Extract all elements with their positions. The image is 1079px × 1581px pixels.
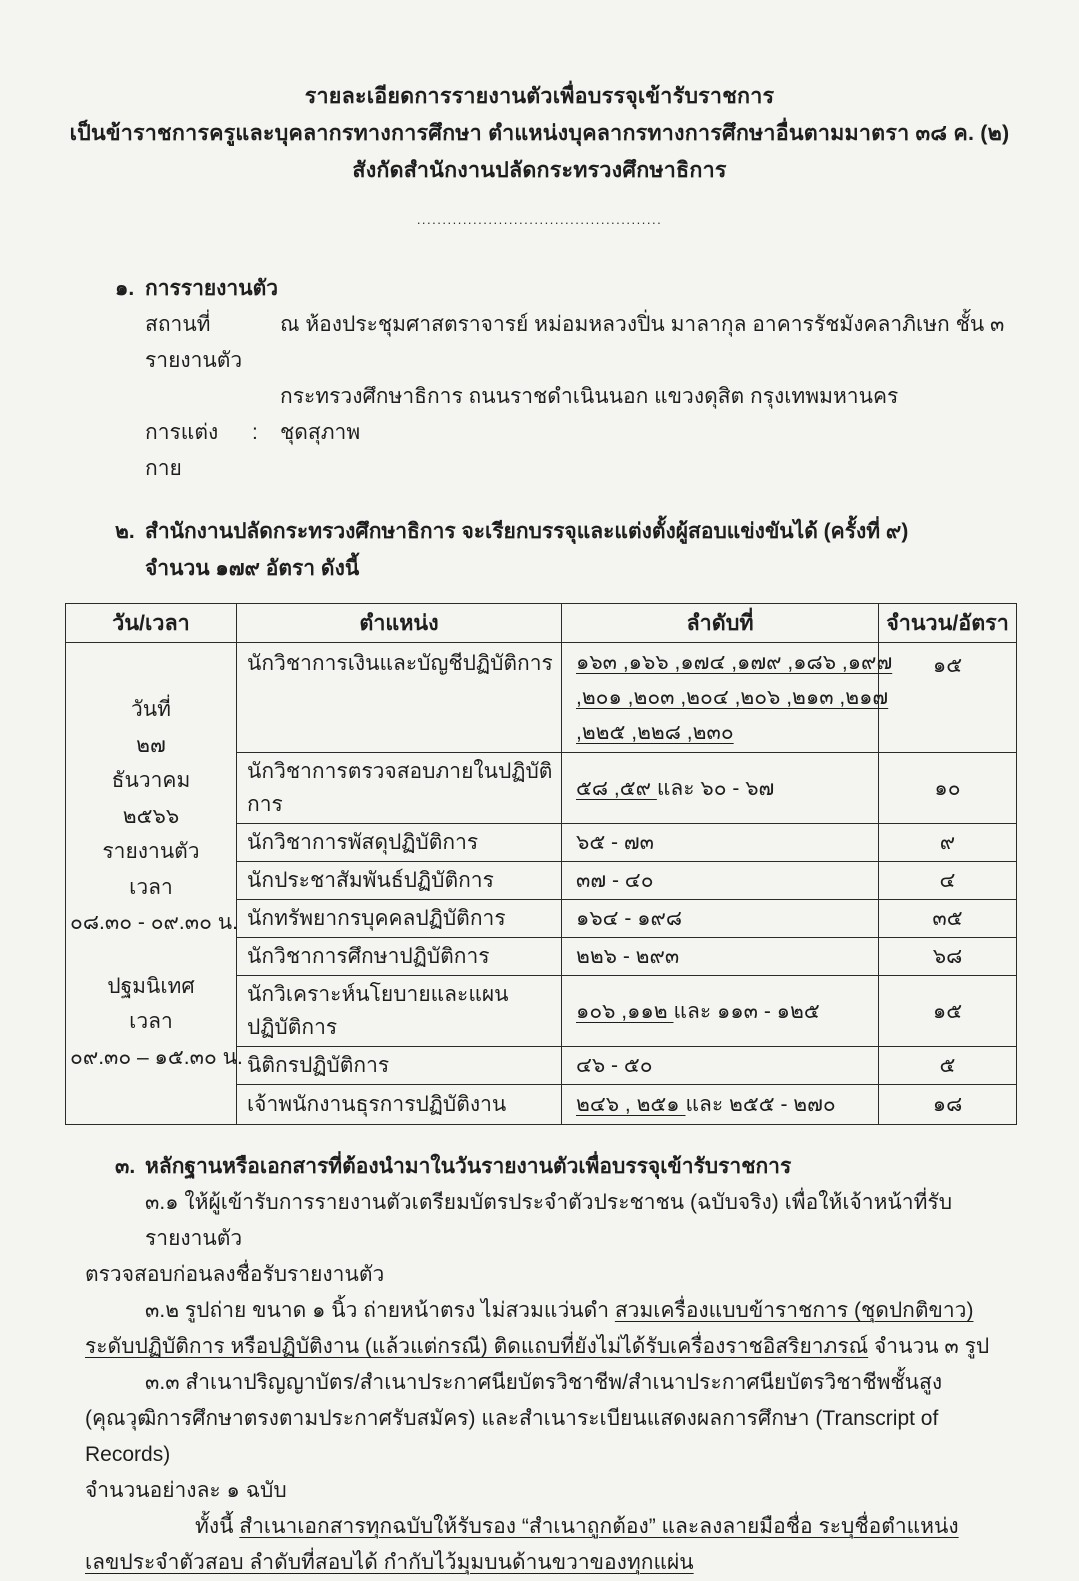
order-numbers: ๖๕ - ๗๓ — [576, 831, 655, 854]
quota-cell: ๑๕ — [879, 643, 1017, 753]
quota-cell: ๑๐ — [879, 753, 1017, 824]
header-order-number: ลำดับที่ — [562, 604, 879, 643]
order-numbers-underlined: ๕๘ ,๕๙ — [576, 776, 657, 800]
order-cell — [562, 938, 879, 976]
title-line-3: สังกัดสำนักงานปลัดกระทรวงศึกษาธิการ — [352, 158, 727, 182]
quota-cell: ๖๘ — [879, 938, 1017, 976]
para-3-2-normal: ๓.๒ รูปถ่าย ขนาด ๑ นิ้ว ถ่ายหน้าตรง ไม่สวมแว่นดำ — [145, 1299, 615, 1322]
date-line: ๒๗ — [136, 733, 166, 757]
para-3-1-line1: ๓.๑ ให้ผู้เข้ารับการรายงานตัวเตรียมบัตรประจำตัวประชาชน (ฉบับจริง) เพื่อให้เจ้าหน้าที่รับรายงานตัว — [145, 1191, 953, 1250]
order-cell — [562, 976, 879, 1047]
header-quota: จำนวน/อัตรา — [879, 604, 1017, 643]
para-3-2-underlined: สวมเครื่องแบบข้าราชการ (ชุดปกติขาว) — [614, 1299, 974, 1322]
order-cell — [562, 643, 893, 753]
note-underlined: เลขประจำตัวสอบ ลำดับที่สอบได้ กำกับไว้มุมบนด้านขวาของทุกแผ่น — [85, 1551, 694, 1574]
date-line: ๒๕๖๖ — [122, 804, 180, 828]
report-place-row — [145, 307, 1019, 379]
date-line: วันที่ — [131, 698, 171, 721]
header-position: ตำแหน่ง — [237, 604, 562, 643]
order-numbers-underlined: ๑๐๖ ,๑๑๒ — [576, 999, 674, 1023]
table-row — [66, 643, 1017, 753]
order-numbers: ๑๖๓ ,๑๖๖ ,๑๗๔ ,๑๗๙ ,๑๘๖ ,๑๙๗ — [576, 651, 893, 674]
order-cell — [562, 900, 879, 938]
date-line: เวลา — [129, 875, 173, 899]
order-numbers-underlined: ๒๔๖ , ๒๕๑ — [576, 1093, 686, 1116]
para-3-3-line3: จำนวนอย่างละ ๑ ฉบับ — [85, 1479, 287, 1502]
quota-cell: ๕ — [879, 1047, 1017, 1085]
order-numbers: ๒๒๖ - ๒๙๓ — [576, 945, 680, 968]
date-line: ปฐมนิเทศ — [107, 974, 195, 998]
order-numbers: ๓๗ - ๔๐ — [576, 869, 654, 892]
order-numbers: ,๒๐๑ ,๒๐๓ ,๒๐๔ ,๒๐๖ ,๒๑๓ ,๒๑๗ — [576, 686, 889, 709]
note-underlined: สำเนาเอกสารทุกฉบับให้รับรอง “สำเนาถูกต้อง” และลงลายมือชื่อ ระบุชื่อตำแหน่ง — [239, 1515, 959, 1538]
para-3-2-line2 — [85, 1329, 1019, 1365]
order-numbers: ๑๖๔ - ๑๙๘ — [576, 907, 683, 930]
order-cell — [562, 862, 879, 900]
date-line: ๐๙.๓๐ – ๑๕.๓๐ น. — [70, 1045, 243, 1069]
date-line: รายงานตัว — [102, 840, 200, 863]
dotted-separator: ................................................ — [416, 212, 663, 227]
position-cell: นักวิชาการศึกษาปฏิบัติการ — [237, 938, 562, 976]
note-normal: ทั้งนี้ — [195, 1515, 240, 1538]
para-3-1-line2: ตรวจสอบก่อนลงชื่อรับรายงานตัว — [85, 1263, 385, 1286]
quota-cell: ๑๘ — [879, 1085, 1017, 1125]
date-time-cell — [66, 643, 243, 1125]
dress-code-value: ชุดสุภาพ — [280, 421, 361, 444]
table-header-row — [66, 604, 1017, 643]
quota-cell: ๑๕ — [879, 976, 1017, 1047]
section-1-title: การรายงานตัว — [145, 277, 278, 300]
order-cell — [562, 1047, 879, 1085]
para-3-2-normal: จำนวน ๓ รูป — [868, 1335, 990, 1358]
report-place-label: สถานที่รายงานตัว — [145, 313, 243, 372]
header-date-time: วัน/เวลา — [66, 604, 237, 643]
title-block — [0, 78, 1079, 189]
position-cell: นักวิชาการพัสดุปฏิบัติการ — [237, 824, 562, 862]
quota-cell: ๔ — [879, 862, 1017, 900]
dress-code-colon: : — [252, 421, 258, 444]
order-cell — [562, 1085, 879, 1125]
order-numbers: ,๒๒๕ ,๒๒๘ ,๒๓๐ — [576, 721, 734, 744]
report-place-value-line2: กระทรวงศึกษาธิการ ถนนราชดำเนินนอก แขวงดุสิต กรุงเทพมหานคร — [280, 385, 899, 408]
section-3-number: ๓. — [115, 1155, 136, 1178]
para-3-2-underlined: ระดับปฏิบัติการ หรือปฏิบัติงาน (แล้วแต่กรณี) ติดแถบที่ยังไม่ได้รับเครื่องราชอิสริยาภรณ์ — [85, 1335, 869, 1358]
order-cell — [562, 753, 879, 824]
position-cell: เจ้าพนักงานธุรการปฏิบัติงาน — [237, 1085, 562, 1125]
section-2 — [115, 513, 1019, 587]
section-3-title: หลักฐานหรือเอกสารที่ต้องนำมาในวันรายงานตัวเพื่อบรรจุเข้ารับราชการ — [145, 1155, 792, 1178]
title-line-1: รายละเอียดการรายงานตัวเพื่อบรรจุเข้ารับราชการ — [304, 84, 775, 108]
order-numbers: และ ๖๐ - ๖๗ — [656, 776, 775, 800]
quota-cell: ๙ — [879, 824, 1017, 862]
dress-code-label: การแต่งกาย — [145, 421, 219, 480]
position-cell: นักประชาสัมพันธ์ปฏิบัติการ — [237, 862, 562, 900]
date-line: ๐๘.๓๐ - ๐๙.๓๐ น. — [70, 911, 238, 934]
section-3 — [85, 1149, 1019, 1581]
note-line1 — [85, 1509, 1019, 1545]
para-3-2-line1 — [85, 1293, 1019, 1329]
section-2-heading — [115, 513, 1019, 550]
date-line: เวลา — [129, 1010, 173, 1033]
position-cell: นักวิชาการเงินและบัญชีปฏิบัติการ — [237, 643, 562, 753]
position-cell: นักวิเคราะห์นโยบายและแผนปฏิบัติการ — [237, 976, 562, 1047]
section-2-title-line1: สำนักงานปลัดกระทรวงศึกษาธิการ จะเรียกบรรจุและแต่งตั้งผู้สอบแข่งขันได้ (ครั้งที่ ๙) — [145, 520, 909, 543]
date-cell-gap — [70, 941, 232, 969]
order-numbers: ๔๖ - ๕๐ — [576, 1054, 653, 1077]
position-cell: นิติกรปฏิบัติการ — [237, 1047, 562, 1085]
section-1-number: ๑. — [115, 277, 135, 300]
para-3-3-line1: ๓.๓ สำเนาปริญญาบัตร/สำเนาประกาศนียบัตรวิชาชีพ/สำเนาประกาศนียบัตรวิชาชีพชั้นสูง — [145, 1371, 943, 1394]
order-numbers: และ ๒๕๕ - ๒๗๐ — [685, 1093, 836, 1116]
position-cell: นักวิชาการตรวจสอบภายในปฏิบัติการ — [237, 753, 562, 824]
section-1 — [115, 271, 1019, 487]
title-line-2: เป็นข้าราชการครูและบุคลากรทางการศึกษา ตำแหน่งบุคลากรทางการศึกษาอื่นตามมาตรา ๓๘ ค. (๒) — [69, 121, 1010, 145]
report-place-value-line1: ณ ห้องประชุมศาสตราจารย์ หม่อมหลวงปิ่น มาลากุล อาคารรัชมังคลาภิเษก ชั้น ๓ — [280, 313, 1005, 336]
positions-table — [65, 603, 1017, 1125]
section-2-number: ๒. — [115, 520, 135, 543]
section-2-title-line2: จำนวน ๑๗๙ อัตรา ดังนี้ — [145, 557, 360, 580]
order-numbers: และ ๑๑๓ - ๑๒๕ — [673, 999, 820, 1023]
para-3-3-line2: (คุณวุฒิการศึกษาตรงตามประกาศรับสมัคร) และสำเนาระเบียนแสดงผลการศึกษา (Transcript of Records) — [85, 1407, 939, 1466]
date-line: ธันวาคม — [111, 769, 191, 792]
note-line2 — [85, 1545, 1019, 1581]
section-3-heading — [115, 1149, 1019, 1185]
section-1-heading — [115, 271, 1019, 307]
dress-code-row — [145, 415, 1019, 487]
quota-cell: ๓๕ — [879, 900, 1017, 938]
position-cell: นักทรัพยากรบุคคลปฏิบัติการ — [237, 900, 562, 938]
order-cell — [562, 824, 879, 862]
